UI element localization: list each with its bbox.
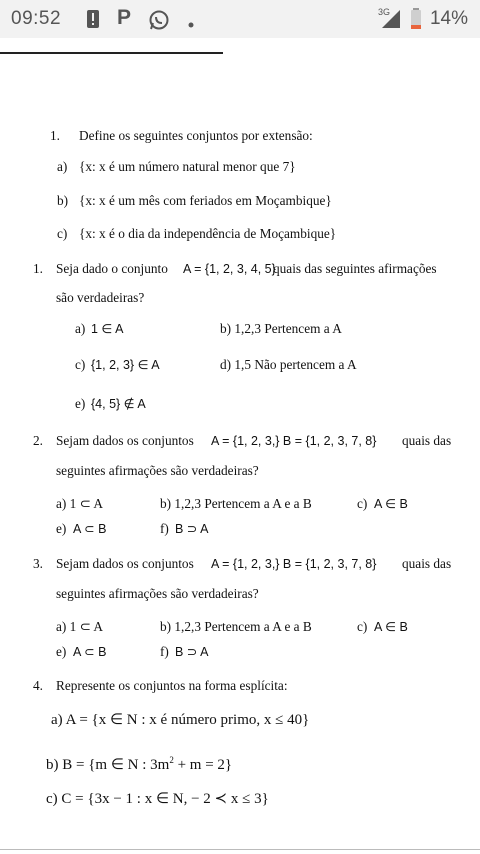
divider-top: [0, 52, 223, 54]
q2-b: b) 1,2,3 Pertencem a A: [220, 321, 342, 336]
q5-a: a) A = {x ∈ N : x é número primo, x ≤ 40}: [51, 712, 310, 728]
q3-c-math: A ∈ B: [374, 497, 408, 511]
q5-b: [46, 752, 232, 773]
q3-line1-pre: Sejam dados os conjuntos: [56, 433, 194, 448]
status-time: 09:52: [11, 8, 62, 29]
q4-f-math: B ⊃ A: [175, 645, 209, 659]
q5-b-sup: 2: [169, 755, 174, 765]
q4-line1-post: quais das: [402, 556, 452, 571]
q1-number: 1.: [50, 128, 60, 143]
q2-c-label: c): [75, 357, 86, 372]
q5-b-post: + m = 2}: [173, 757, 233, 773]
q5-number: 4.: [33, 678, 43, 693]
q4-line2: seguintes afirmações são verdadeiras?: [56, 586, 259, 601]
q4-line1-math: A = {1, 2, 3,} B = {1, 2, 3, 7, 8}: [211, 557, 377, 571]
q1-title: Define os seguintes conjuntos por extensão:: [79, 128, 313, 143]
q4-c-math: A ∈ B: [374, 620, 408, 634]
q2-line1-math: A = {1, 2, 3, 4, 5}: [183, 262, 276, 276]
q4-c-label: c): [357, 619, 368, 634]
q1-b-label: b): [57, 193, 69, 208]
q3-line1-post: quais das: [402, 433, 452, 448]
q3-f-math: B ⊃ A: [175, 522, 209, 536]
q5-c: c) C = {3x − 1 : x ∈ N, − 2 ≺ x ≤ 3}: [46, 791, 269, 807]
q3-a: a) 1 ⊂ A: [56, 496, 103, 511]
q1-a-label: a): [57, 159, 68, 174]
q3-line1-math: A = {1, 2, 3,} B = {1, 2, 3, 7, 8}: [211, 434, 377, 448]
q4-line1-pre: Sejam dados os conjuntos: [56, 556, 194, 571]
q4-f-label: f): [160, 644, 169, 659]
q3-c-label: c): [357, 496, 368, 511]
parking-icon: P: [117, 6, 132, 29]
q4-a: a) 1 ⊂ A: [56, 619, 103, 634]
q2-line1-pre: Seja dado o conjunto: [56, 261, 168, 276]
divider-bottom: [0, 849, 480, 850]
q1-a-text: {x: x é um número natural menor que 7}: [79, 159, 296, 174]
q2-e-math: {4, 5} ∉ A: [91, 397, 146, 411]
q2-c-math: {1, 2, 3} ∈ A: [91, 358, 160, 372]
battery-percent: 14%: [429, 8, 468, 29]
signal-icon: [380, 9, 402, 34]
q2-line1-post: quais das seguintes afirmações: [273, 261, 437, 276]
q5-b-pre: b) B = {m ∈ N : 3m: [46, 757, 170, 773]
q1-c-label: c): [57, 226, 68, 241]
q2-d: d) 1,5 Não pertencem a A: [220, 357, 357, 372]
q4-number: 3.: [33, 556, 43, 571]
q3-e-label: e): [56, 521, 67, 536]
battery-icon: [410, 8, 422, 35]
q1-b-text: {x: x é um mês com feriados em Moçambique}: [79, 193, 332, 208]
q2-a-label: a): [75, 321, 86, 336]
q3-line2: seguintes afirmações são verdadeiras?: [56, 463, 259, 478]
q2-a-math: 1 ∈ A: [91, 322, 124, 336]
whatsapp-icon: [148, 9, 170, 36]
q4-e-label: e): [56, 644, 67, 659]
q1-c-text: {x: x é o dia da independência de Moçambique}: [79, 226, 337, 241]
q4-b: b) 1,2,3 Pertencem a A e a B: [160, 619, 312, 634]
q4-e-math: A ⊂ B: [73, 645, 107, 659]
q3-b: b) 1,2,3 Pertencem a A e a B: [160, 496, 312, 511]
q3-number: 2.: [33, 433, 43, 448]
q3-e-math: A ⊂ B: [73, 522, 107, 536]
network-type: 3G: [378, 7, 391, 17]
q2-number: 1.: [33, 261, 43, 276]
q2-line2: são verdadeiras?: [56, 290, 145, 305]
q3-f-label: f): [160, 521, 169, 536]
status-bar: [0, 0, 480, 38]
q2-e-label: e): [75, 396, 86, 411]
dot-icon: [188, 15, 194, 33]
q5-title: Represente os conjuntos na forma esplícita:: [56, 678, 288, 693]
sim-alert-icon: [86, 9, 100, 34]
